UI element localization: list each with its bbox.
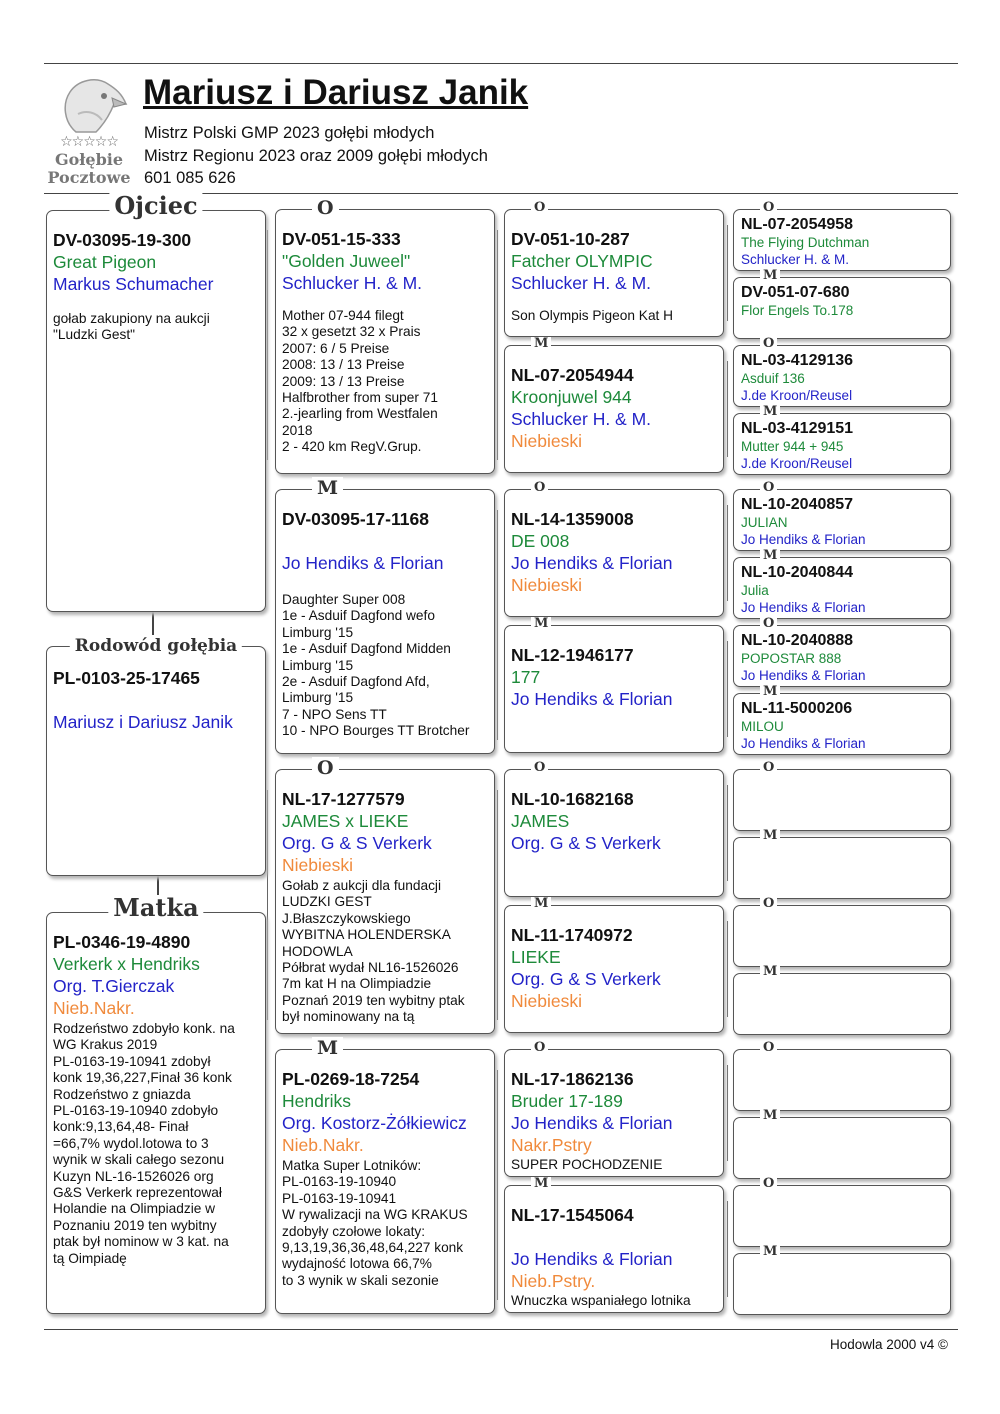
g4-1-ring: NL-07-2054958 [741,216,854,233]
ff-breeder: Schlucker H. & M. [282,273,423,293]
sex-label-m: M [531,1177,551,1191]
g4-empty-card[interactable] [733,1176,951,1247]
sex-label-o: O [312,757,339,779]
g3-5-name: JAMES [511,811,570,831]
sex-label-m: M [760,685,780,699]
bracket-mother [267,790,268,1020]
ff-note: Mother 07-944 filegt 32 x gesetzt 32 x Prais 2007: 6 / 5 Preise 2008: 13 / 13 Preise 2009: 13 / 13 Preise Halfbrother from super 71 2.-jearling from Westfalen 2018 2 - 420 km RegV.Grup. [282,308,438,455]
g3-card-5[interactable] [504,760,724,897]
bracket-g3-7 [727,1065,728,1161]
sex-label-m: M [760,829,780,843]
father-label: Ojciec [109,193,202,219]
sex-label-o: O [531,201,548,215]
father-ring: DV-03095-19-300 [53,230,192,250]
g4-empty-card[interactable] [733,896,951,967]
g3-4-name: 177 [511,667,541,687]
ff-ring: DV-051-15-333 [282,229,401,249]
mother-ring: PL-0346-19-4890 [53,932,191,952]
g4-3-name: Asduif 136 [741,371,805,386]
bracket-g3-2 [727,361,728,457]
sex-label-m: M [760,965,780,979]
g4-3-ring: NL-03-4129136 [741,352,854,369]
g3-6-color: Niebieski [511,991,582,1011]
bracket-mm [497,1070,498,1300]
sex-label-m: M [312,477,343,499]
g4-7-ring: NL-10-2040888 [741,632,854,649]
header-phone: 601 085 626 [144,169,236,187]
g4-8-name: MILOU [741,719,784,734]
bracket-mf [497,790,498,1020]
bracket-g3-3 [727,505,728,601]
g4-6-breeder: Jo Hendiks & Florian [741,600,866,615]
mm-note: Matka Super Lotników: PL-0163-19-10940 PL-0163-19-10941 W rywalizacji na WG KRAKUS zdobyły czołowe lokaty: 9,13,19,36,36,48,64,227 konk wydajność lotowa 66,7% to 3 wynik w skali sezonie [282,1158,468,1288]
g3-card-2[interactable] [504,336,724,473]
mm-ring: PL-0269-18-7254 [282,1069,420,1089]
mother-breeder: Org. T.Gierczak [53,976,175,996]
fm-note: Daughter Super 008 1e - Asduif Dagfond wefo Limburg '15 1e - Asduif Dagfond Midden Limburg '15 2e - Asduif Dagfond Afd, Limburg '15 7 - NPO Sens TT 10 - NPO Bourges TT Brotcher [282,592,470,739]
logo-text-line1: Gołębie [54,150,124,169]
mf-name: JAMES x LIEKE [282,811,409,831]
mm-name: Hendriks [282,1091,352,1111]
logo-text-line2: Pocztowe [47,168,131,187]
g4-card-5[interactable] [733,480,951,551]
pigeon-head-icon [56,74,128,136]
connector-father [152,611,154,635]
bracket-g3-8 [727,1201,728,1297]
g3-8-ring: NL-17-1545064 [511,1205,634,1225]
mm-breeder: Org. Kostorz-Żółkiewicz [282,1113,467,1133]
g3-2-breeder: Schlucker H. & M. [511,409,652,429]
g4-1-breeder: Schlucker H. & M. [741,252,850,267]
sex-label-m: M [760,1245,780,1259]
ff-name: "Golden Juweel" [282,251,411,271]
subject-ring: PL-0103-25-17465 [53,668,200,688]
g3-7-color: Nakr.Pstry [511,1135,592,1155]
g4-empty-card[interactable] [733,1244,951,1315]
footer-rule [44,1329,958,1330]
g4-3-breeder: J.de Kroon/Reusel [741,388,853,403]
g4-7-breeder: Jo Hendiks & Florian [741,668,866,683]
sex-label-o: O [760,337,777,351]
g4-5-ring: NL-10-2040857 [741,496,854,513]
g4-card-3[interactable] [733,336,951,407]
g3-4-ring: NL-12-1946177 [511,645,634,665]
sex-label-m: M [760,1109,780,1123]
mf-note: Gołab z aukcji dla fundacji LUDZKI GEST J.Błaszczykowskiego WYBITNA HOLENDERSKA HODOWLA Półbrat wydał NL16-1526026 7m kat H na Olimpiadzie Poznań 2019 ten wybitny ptak był nominowany na tą [282,878,465,1025]
mother-label: Matka [108,895,203,921]
sex-label-m: M [760,269,780,283]
sex-label-o: O [531,1041,548,1055]
bracket-g3-5 [727,785,728,881]
mother-note: Rodzeństwo zdobyło konk. na WG Krakus 2019 PL-0163-19-10941 zdobył konk 19,36,227,Finał 36 konk Rodzeństwo z gniazda PL-0163-19-10940 zdobyło konk:9,13,64,48- Finał =66,7% wydol.lotowa to 3 wynik w skali całego sezonu Kuzyn NL-16-1526026 org G&S Verkerk reprezentował Holandie na Olimpiadzie w Poznaniu 2019 ten wybitny ptak był nominow w 3 kat. na tą Oimpiadę [53,1021,235,1266]
g4-card-2[interactable] [733,268,951,339]
g3-8-breeder: Jo Hendiks & Florian [511,1249,673,1269]
sex-label-o: O [531,481,548,495]
sex-label-o: O [760,617,777,631]
father-card[interactable] [46,191,266,612]
mother-name: Verkerk x Hendriks [53,954,200,974]
g4-empty-card[interactable] [733,760,951,831]
sex-label-m: M [531,617,551,631]
sex-label-m: M [312,1037,343,1059]
g3-3-color: Niebieski [511,575,582,595]
mother-card[interactable] [46,893,266,1314]
sex-label-o: O [760,897,777,911]
sex-label-o: O [760,481,777,495]
g4-5-name: JULIAN [741,515,788,530]
mm-color: Nieb.Nakr. [282,1135,364,1155]
mf-ring: NL-17-1277579 [282,789,405,809]
g4-6-name: Julia [741,583,769,598]
father-breeder: Markus Schumacher [53,274,214,294]
grandsire-maternal-card[interactable] [275,757,495,1034]
g3-7-name: Bruder 17-189 [511,1091,623,1111]
g3-8-color: Nieb.Pstry. [511,1271,596,1291]
g4-1-name: The Flying Dutchman [741,235,870,250]
g4-2-name: Flor Engels To.178 [741,303,854,318]
g4-empty-card[interactable] [733,828,951,899]
father-name: Great Pigeon [53,252,157,272]
g4-5-breeder: Jo Hendiks & Florian [741,532,866,547]
g4-7-name: POPOSTAR 888 [741,651,842,666]
g3-card-7[interactable] [504,1040,724,1177]
logo [46,72,132,187]
g3-1-breeder: Schlucker H. & M. [511,273,652,293]
sex-label-o: O [760,201,777,215]
mf-color: Niebieski [282,855,353,875]
g3-card-8[interactable] [504,1176,724,1313]
g3-2-ring: NL-07-2054944 [511,365,634,385]
g3-1-note: Son Olympis Pigeon Kat H [511,308,674,323]
g3-3-name: DE 008 [511,531,570,551]
g3-card-4[interactable] [504,616,724,753]
mother-color: Nieb.Nakr. [53,998,135,1018]
subject-breeder: Mariusz i Dariusz Janik [53,712,233,732]
father-note: gołab zakupiony na aukcji "Ludzki Gest" [53,311,210,343]
fm-breeder: Jo Hendiks & Florian [282,553,444,573]
g3-1-ring: DV-051-10-287 [511,229,630,249]
bracket-father [267,230,268,460]
g3-6-name: LIEKE [511,947,561,967]
fm-ring: DV-03095-17-1168 [282,509,429,529]
g3-1-name: Fatcher OLYMPIC [511,251,653,271]
bracket-g3-4 [727,641,728,737]
g4-8-breeder: Jo Hendiks & Florian [741,736,866,751]
g4-card-1[interactable] [733,200,951,271]
header-line-2: Mistrz Regionu 2023 oraz 2009 gołębi młodych [144,147,488,165]
sex-label-o: O [760,761,777,775]
g4-empty-card[interactable] [733,964,951,1035]
g3-card-6[interactable] [504,896,724,1033]
mf-breeder: Org. G & S Verkerk [282,833,432,853]
g4-2-ring: DV-051-07-680 [741,284,850,301]
g4-4-breeder: J.de Kroon/Reusel [741,456,853,471]
g3-3-ring: NL-14-1359008 [511,509,634,529]
subject-label: Rodowód gołębia [70,636,242,656]
g3-5-ring: NL-10-1682168 [511,789,634,809]
grandsire-paternal-card[interactable] [275,197,495,474]
granddam-paternal-card[interactable] [275,477,495,754]
g3-5-breeder: Org. G & S Verkerk [511,833,661,853]
g3-card-1[interactable] [504,200,724,337]
g3-7-ring: NL-17-1862136 [511,1069,634,1089]
g3-8-note: Wnuczka wspaniałego lotnika [511,1293,691,1308]
bracket-ff [497,230,498,460]
footer-credit: Hodowla 2000 v4 © [829,1337,948,1352]
sex-label-m: M [531,337,551,351]
sex-label-m: M [760,549,780,563]
sex-label-o: O [312,197,339,219]
g4-empty-card[interactable] [733,1040,951,1111]
g3-2-color: Niebieski [511,431,582,451]
sex-label-m: M [760,405,780,419]
bracket-fm [497,510,498,740]
sex-label-o: O [760,1177,777,1191]
bracket-g3-6 [727,921,728,1017]
g4-card-4[interactable] [733,404,951,475]
g3-3-breeder: Jo Hendiks & Florian [511,553,673,573]
bracket-g3-1 [727,225,728,321]
g3-4-breeder: Jo Hendiks & Florian [511,689,673,709]
g4-empty-card[interactable] [733,1108,951,1179]
g3-card-3[interactable] [504,480,724,617]
header-line-1: Mistrz Polski GMP 2023 gołębi młodych [144,124,435,142]
g4-4-name: Mutter 944 + 945 [741,439,844,454]
g3-6-breeder: Org. G & S Verkerk [511,969,661,989]
sex-label-m: M [531,897,551,911]
g3-6-ring: NL-11-1740972 [511,925,633,945]
sex-label-o: O [531,761,548,775]
sex-label-o: O [760,1041,777,1055]
subject-card[interactable] [46,636,266,876]
logo-stars: ☆☆☆☆☆ [60,134,118,150]
g4-card-7[interactable] [733,616,951,687]
g3-2-name: Kroonjuwel 944 [511,387,632,407]
granddam-maternal-card[interactable] [275,1037,495,1314]
g4-4-ring: NL-03-4129151 [741,420,854,437]
g4-card-8[interactable] [733,684,951,755]
g4-card-6[interactable] [733,548,951,619]
g3-7-breeder: Jo Hendiks & Florian [511,1113,673,1133]
page-title: Mariusz i Dariusz Janik [143,73,529,112]
g4-6-ring: NL-10-2040844 [741,564,854,581]
g3-7-note: SUPER POCHODZENIE [511,1157,663,1172]
g4-8-ring: NL-11-5000206 [741,700,853,717]
top-rule [44,63,958,64]
